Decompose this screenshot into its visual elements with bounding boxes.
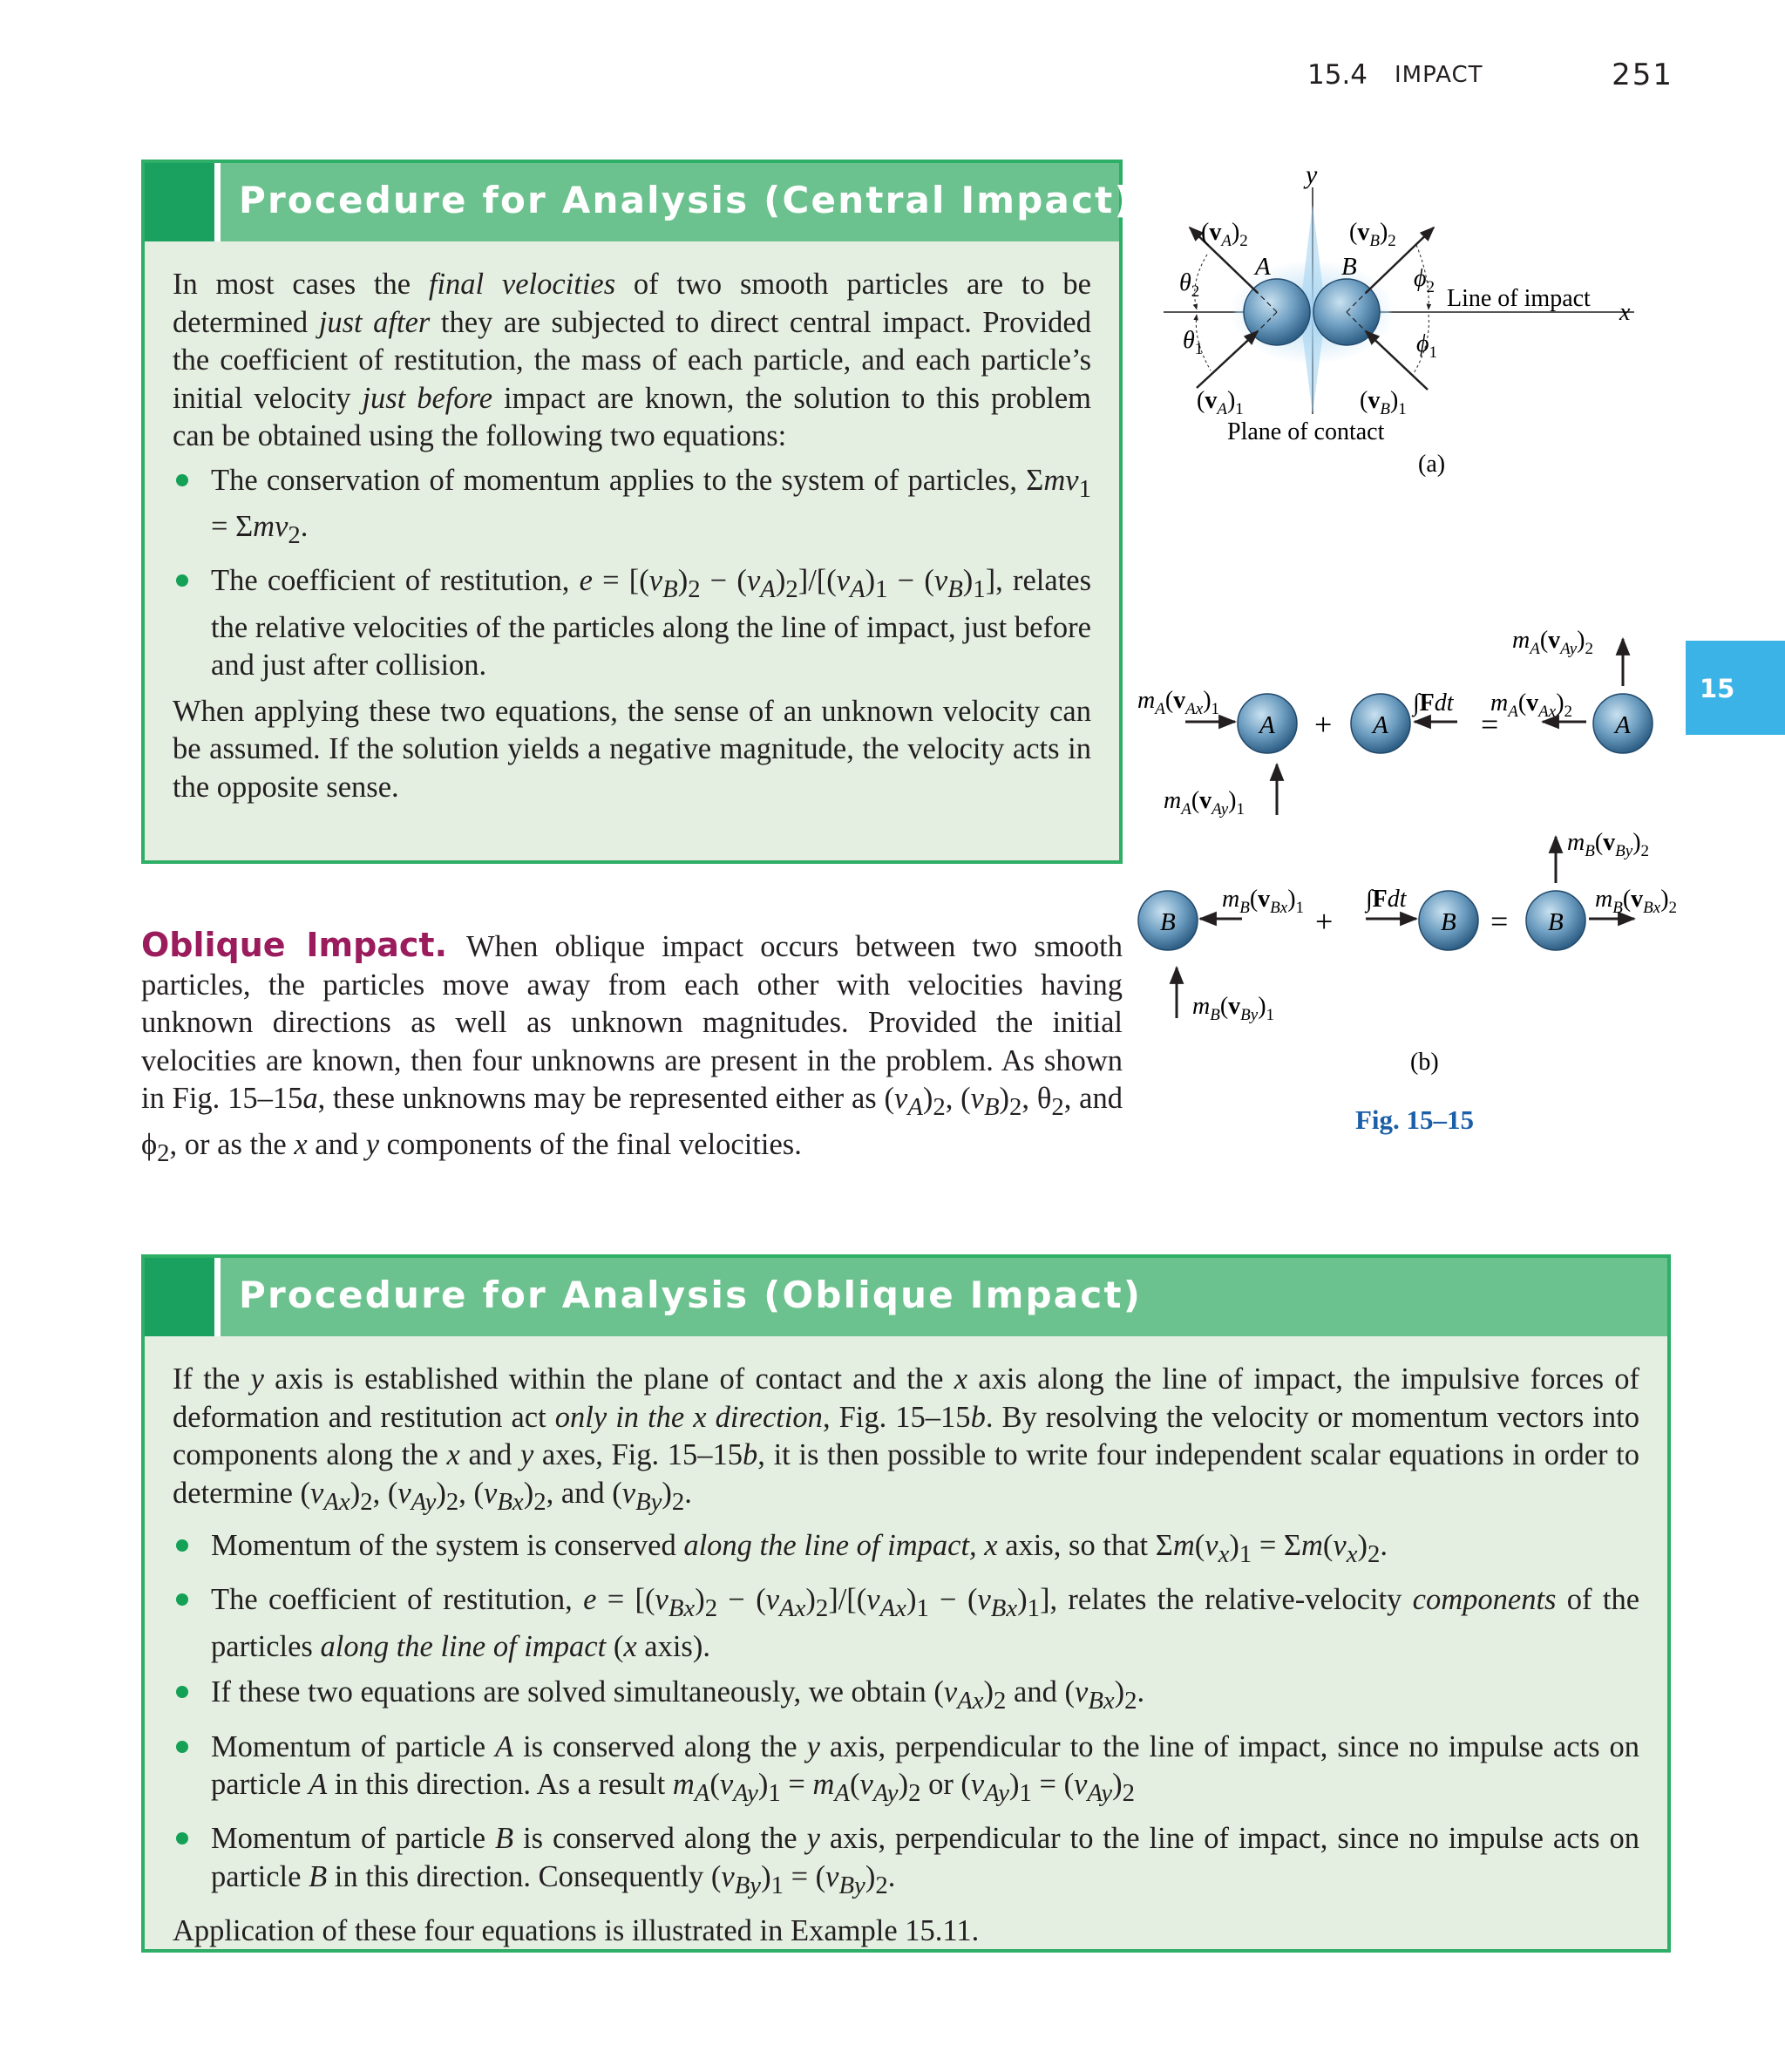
label-mA-vAx1: $m_A(v_{Ax})_1$ <box>1137 687 1220 718</box>
header-divider <box>214 163 221 241</box>
label-vA2: $(v_A)_2$ <box>1201 219 1248 250</box>
particle-b-label: B <box>1441 908 1456 936</box>
label-mB-vBy1: $m_B(v_{By})_1$ <box>1192 993 1275 1024</box>
part-b-label: (b) <box>1410 1049 1439 1076</box>
label-theta2: $\theta_2$ <box>1179 269 1200 301</box>
bullet-momentum-b: Momentum of particle B is conserved along the y axis, perpendicular to the line of impact, since no impulse acts on particle B in this direction. Consequently $(v_{By})_1 = (v_{By})_2$. <box>173 1820 1639 1905</box>
procedure-body <box>173 1361 1639 1951</box>
plus-sign: + <box>1314 707 1333 742</box>
figure-part-b <box>1137 627 1677 1135</box>
procedure-bullets <box>173 1527 1639 1905</box>
plus-sign: + <box>1315 904 1334 939</box>
procedure-box-header <box>145 163 1133 241</box>
figure-15-15 <box>1137 153 1695 1155</box>
label-mB-vBx1: $m_B(v_{Bx})_1$ <box>1222 886 1305 917</box>
section-number: 15.4 <box>1307 59 1368 91</box>
bullet-dot <box>176 574 188 587</box>
bullet-restitution: The coefficient of restitution, $e = [(v_{Bx})_2 - (v_{Ax})_2]/[(v_{Ax})_1 - (v_{Bx})_1]$, relates the relative-velocity components of the particles along the line of impact (x axis). <box>173 1581 1639 1666</box>
bullet-dot <box>176 1741 188 1753</box>
bullet-momentum: The conservation of momentum applies to the system of particles, Σmv$_1$ = Σmv$_2$. <box>173 462 1091 555</box>
procedure-box-header <box>145 1258 1667 1336</box>
bullet-dot <box>176 1686 188 1698</box>
chapter-tab: 15 <box>1686 641 1785 735</box>
header-stub <box>145 163 214 241</box>
label-impulse-a: ∫Fdt <box>1413 690 1454 717</box>
bullet-momentum-x: Momentum of the system is conserved along the line of impact, x axis, so that $\Sigma m(v_x)_1 = \Sigma m(v_x)_2$. <box>173 1527 1639 1573</box>
particle-a-label: A <box>1255 253 1271 281</box>
line-of-impact-label: Line of impact <box>1447 285 1591 312</box>
axis-x-label: x <box>1619 299 1631 326</box>
bullet-momentum-a: Momentum of particle A is conserved along the y axis, perpendicular to the line of impact, since no impulse acts on particle A in this direction. As a result $m_A(v_{Ay})_1 = m_A(v_{Ay})_2$ or $(v_{Ay})_1 = (v_{Ay})_2$ <box>173 1729 1639 1813</box>
bullet-dot <box>176 1539 188 1552</box>
label-theta1: $\theta_1$ <box>1183 327 1204 358</box>
procedure-title: Procedure for Analysis (Oblique Impact) <box>239 1274 1143 1316</box>
label-vB1: $(v_B)_1$ <box>1360 387 1407 418</box>
header-divider <box>214 1258 221 1336</box>
label-mA-vAy1: $m_A(v_{Ay})_1$ <box>1164 787 1245 819</box>
equals-sign: = <box>1481 707 1499 742</box>
particle-b-label: B <box>1548 908 1564 936</box>
equals-sign: = <box>1490 904 1509 939</box>
label-mA-vAx2: $m_A(v_{Ax})_2$ <box>1490 690 1573 721</box>
label-impulse-b: ∫Fdt <box>1366 886 1407 913</box>
running-header <box>1307 59 1673 103</box>
procedure-body <box>173 266 1091 806</box>
section-title: IMPACT <box>1395 62 1483 88</box>
label-mA-vAy2: $m_A(v_{Ay})_2$ <box>1512 627 1593 658</box>
bullet-solve: If these two equations are solved simultaneously, we obtain $(v_{Ax})_2$ and $(v_{Bx})_2$. <box>173 1674 1639 1720</box>
bullet-dot <box>176 1832 188 1844</box>
figure-caption: Fig. 15–15 <box>1355 1104 1475 1135</box>
bullet-dot <box>176 1593 188 1606</box>
label-phi2: $\phi_2$ <box>1414 265 1435 296</box>
label-mB-vBx2: $m_B(v_{Bx})_2$ <box>1595 886 1678 917</box>
figure-part-a <box>1164 160 1634 478</box>
particle-b-label: B <box>1341 253 1357 281</box>
particle-a-label: A <box>1373 711 1388 739</box>
part-a-label: (a) <box>1418 451 1446 478</box>
velocity-a1-arrow <box>1197 331 1258 388</box>
plane-of-contact-label: Plane of contact <box>1227 418 1385 445</box>
procedure-intro: If the y axis is established within the plane of contact and the x axis along the line of impact, the impulsive forces of deformation and restitution act only in the x direction, Fig. 15–15b. By resolving the velocity or momentum vectors into components along the x and y axes, Fig. 15–15b, it is then possible to write four independent scalar equations in order to determine $(v_{Ax})_2$, $(v_{Ay})_2$, $(v_{Bx})_2$, and $(v_{By})_2$. <box>173 1362 1639 1516</box>
axis-y-label: y <box>1306 160 1318 189</box>
particle-b-label: B <box>1160 908 1176 936</box>
procedure-closing: When applying these two equations, the sense of an unknown velocity can be assumed. If the solution yields a negative magnitude, the velocity acts in the opposite sense. <box>173 694 1091 804</box>
particle-a-label: A <box>1259 711 1275 739</box>
label-vB2: $(v_B)_2$ <box>1349 219 1396 250</box>
bullet-dot <box>176 474 188 486</box>
procedure-title: Procedure for Analysis (Central Impact) <box>239 179 1133 221</box>
header-stub <box>145 1258 214 1336</box>
procedure-bullets <box>173 462 1091 685</box>
oblique-impact-heading: Oblique Impact. <box>141 926 448 964</box>
page-number: 251 <box>1612 58 1673 92</box>
particle-a-label: A <box>1615 711 1631 739</box>
oblique-impact-paragraph: Oblique Impact. When oblique impact occurs between two smooth particles, the particles move away from each other with velocities having unknown directions as well as unknown magnitudes. Provided the initial velocities are known, then four unknowns are present in the problem. As shown in Fig. 15–15a, these unknowns may be represented either as $(v_A)_2$, $(v_B)_2$, $\theta_2$, and $\phi_2$, or as the x and y components of the final velocities. <box>141 926 1123 1168</box>
label-phi1: $\phi_1$ <box>1416 330 1437 362</box>
label-mB-vBy2: $m_B(v_{By})_2$ <box>1567 829 1650 860</box>
procedure-intro: In most cases the final velocities of two smooth particles are to be determined just after they are subjected to direct central impact. Provided the coefficient of restitution, the mass of each particle, and each particle’s initial velocity just before impact are known, the solution to this problem can be obtained using the following two equations: <box>173 268 1091 452</box>
procedure-box-central-impact <box>141 160 1133 864</box>
label-vA1: $(v_A)_1$ <box>1197 387 1244 418</box>
procedure-box-oblique-impact <box>141 1254 1671 1953</box>
procedure-closing: Application of these four equations is illustrated in Example 15.11. <box>173 1914 980 1948</box>
bullet-restitution: The coefficient of restitution, $e = [(v_B)_2 - (v_A)_2]/[(v_A)_1 - (v_B)_1]$, relates the relative velocities of the particles along the line of impact, just before and just after collision. <box>173 562 1091 684</box>
